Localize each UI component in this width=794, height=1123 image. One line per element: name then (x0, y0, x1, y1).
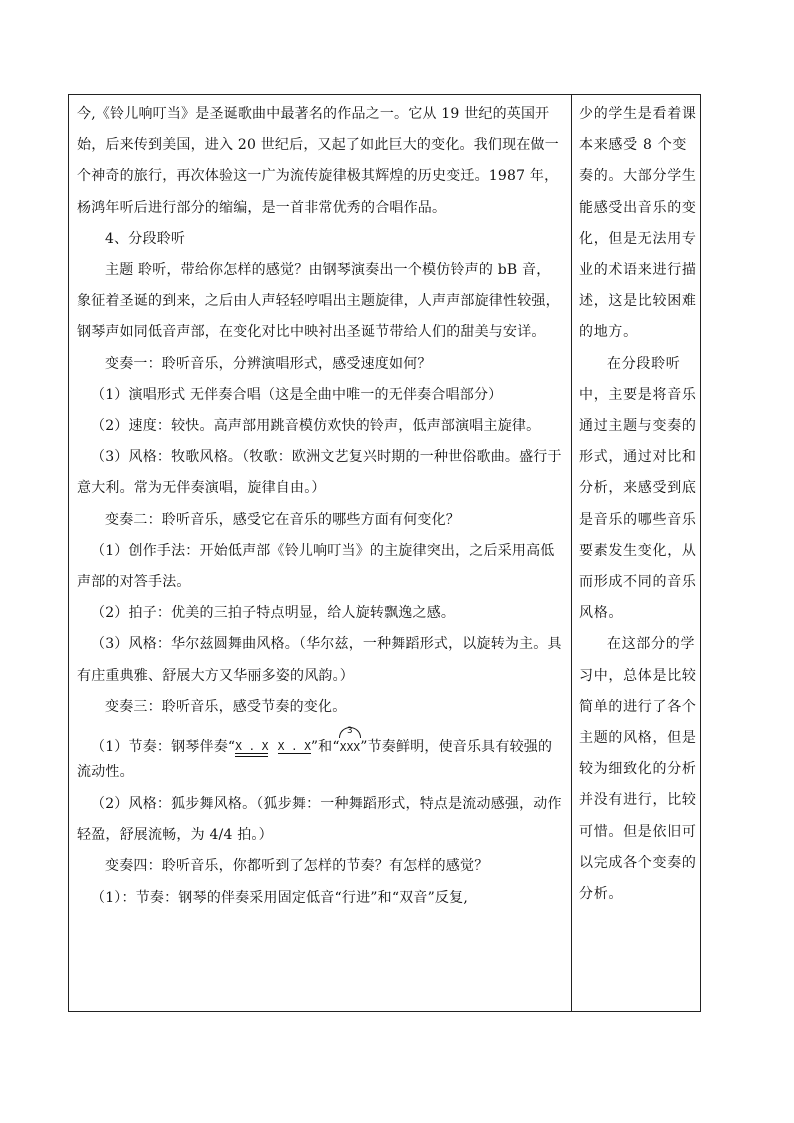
reflection-paragraph-1: 少的学生是看着课本来感受 8 个变奏的。大部分学生能感受出音乐的变化，但是无法用专业的术语来进行描述，这是比较困难的地方。 (579, 106, 697, 341)
rhythm-mid-text: ”和“ (310, 739, 340, 756)
rhythm-tail-text: ”节奏鲜明，使音乐具有较强的流动性。 (77, 739, 553, 781)
rhythm-lead-text: （1）节奏：钢琴伴奏“ (91, 739, 236, 756)
variation-3-rhythm-item (77, 723, 563, 789)
reflection-paragraph-2: 在分段聆听中，主要是将音乐通过主题与变奏的形式，通过对比和分析，来感受到底是音乐的哪些音乐要素发生变化，从而形成不同的音乐风格。 (579, 355, 697, 622)
main-column (77, 99, 563, 914)
reflection-column (579, 99, 697, 910)
rhythm-notation-triplet: 3 XXX (339, 726, 361, 755)
variation-1-item-3: （3）风格：牧歌风格。（牧歌：欧洲文艺复兴时期的一种世俗歌曲。盛行于意大利。常为无伴奏演唱，旋律自由。） (77, 449, 562, 497)
variation-3-item-2: （2）风格：狐步舞风格。（狐步舞：一种舞蹈形式，特点是流动感强，动作轻盈，舒展流畅，为 4/4 拍。） (77, 796, 562, 844)
theme-paragraph: 主题 聆听，带给你怎样的感觉？由钢琴演奏出一个模仿铃声的 bB 音，象征着圣诞的到来，之后由人声轻轻哼唱出主题旋律，人声声部旋律性较强，钢琴声如同低音声部，在变化对比中映衬出圣诞节带给人们的甜美与安详。 (77, 262, 560, 341)
rhythm-notation-dotted: X . X (235, 740, 268, 754)
variation-2-item-2: （2）拍子：优美的三拍子特点明显，给人旋转飘逸之感。 (91, 605, 456, 622)
column-divider (571, 95, 572, 1011)
rhythm-notation-dotted-2: X . X (277, 740, 311, 754)
variation-1-item-2: （2）速度：较快。高声部用跳音模仿欢快的铃声，低声部演唱主旋律。 (91, 418, 541, 435)
variation-3-heading: 变奏三：聆听音乐，感受节奏的变化。 (105, 698, 347, 715)
variation-2-item-3: （3）风格：华尔兹圆舞曲风格。（华尔兹，一种舞蹈形式，以旋转为主。具有庄重典雅、舒展大方又华丽多姿的风韵。） (77, 636, 562, 684)
intro-paragraph: 今,《铃儿响叮当》是圣诞歌曲中最著名的作品之一。它从 19 世纪的英国开始，后来传到美国，进入 20 世纪后，又起了如此巨大的变化。我们现在做一个神奇的旅行，再次体验这一广为流传旋律极其辉煌的历史变迁。1987 年，杨鸿年听后进行部分的缩编，是一首非常优秀的合唱作品。 (77, 106, 559, 216)
section-heading: 4、分段聆听 (105, 230, 186, 247)
variation-1-heading: 变奏一：聆听音乐，分辨演唱形式，感受速度如何？ (105, 355, 432, 372)
variation-2-heading: 变奏二：聆听音乐，感受它在音乐的哪些方面有何变化？ (105, 511, 460, 528)
variation-4-item-1: （1）：节奏：钢琴的伴奏采用固定低音“行进”和“双音”反复, (91, 889, 468, 906)
variation-2-item-1: （1）创作手法：开始低声部《铃儿响叮当》的主旋律突出，之后采用高低声部的对答手法。 (77, 542, 555, 591)
variation-4-heading: 变奏四：聆听音乐，你都听到了怎样的节奏？有怎样的感觉？ (105, 858, 489, 875)
reflection-paragraph-3: 在这部分的学习中，总体是比较简单的进行了各个主题的风格，但是较为细致化的分析并没有进行，比较可惜。但是依旧可以完成各个变奏的分析。 (579, 636, 697, 903)
variation-1-item-1: （1）演唱形式 无伴奏合唱（这是全曲中唯一的无伴奏合唱部分） (91, 386, 503, 403)
lesson-table (68, 94, 701, 1012)
